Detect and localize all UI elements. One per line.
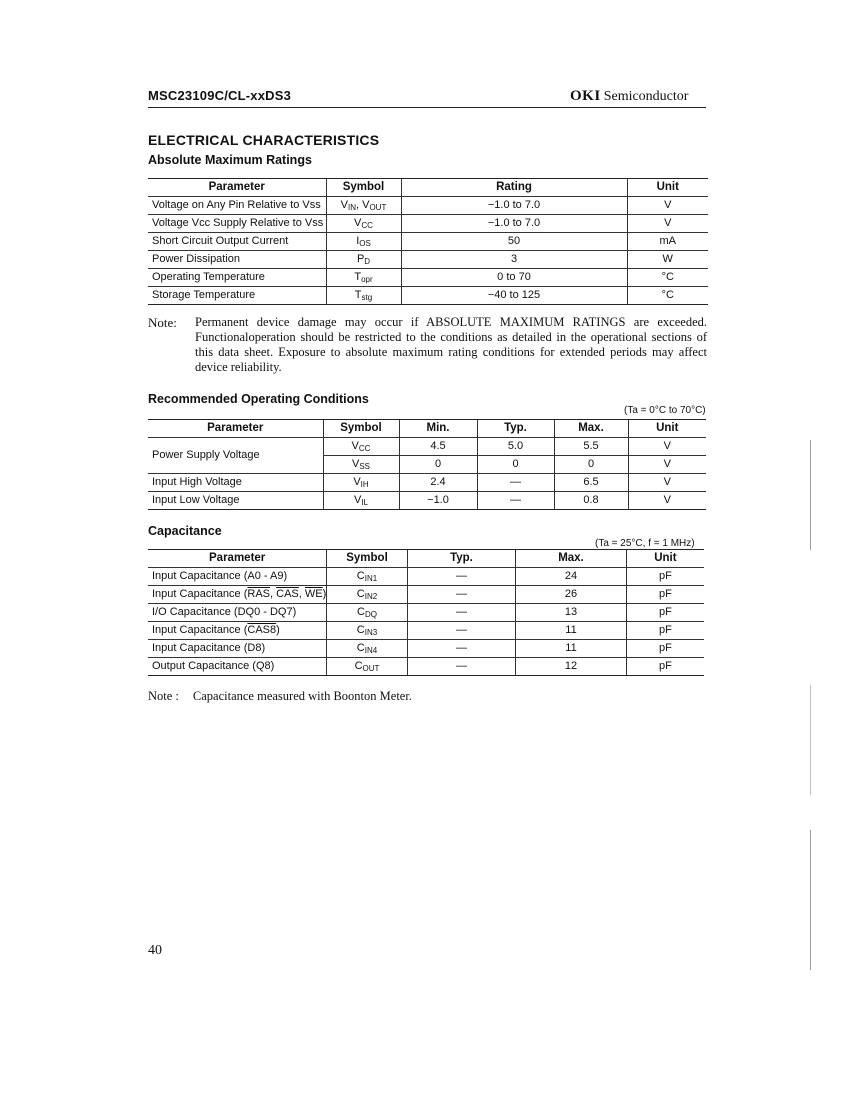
col-max: Max. [554,420,628,438]
table-row [148,197,708,215]
cell-parameter: Output Capacitance (Q8) [148,658,327,676]
cell-max: 11 [516,640,627,658]
cell-symbol: $C_{IN1}$ [327,568,407,586]
cell-unit: pF [626,622,704,640]
cell-symbol: $T_{stg}$ [326,287,401,305]
cell-unit: V [628,474,706,492]
capacitance-note [148,689,412,704]
cell-rating: −1.0 to 7.0 [401,215,627,233]
col-parameter: Parameter [148,179,326,197]
cell-max: 5.5 [554,438,628,456]
table-header-row [148,550,704,568]
page-number: 40 [148,943,162,958]
cell-typ: — [407,622,516,640]
cell-symbol: $C_{OUT}$ [327,658,407,676]
cell-max: 26 [516,586,627,604]
cell-typ: — [407,604,516,622]
oki-logo: OKI [570,88,601,104]
cell-parameter: Input Capacitance (A0 - A9) [148,568,327,586]
cell-unit: V [628,456,706,474]
cell-unit: pF [626,568,704,586]
capacitance-title: Capacitance [148,524,222,538]
cell-parameter: Input Capacitance (CAS8) [148,622,327,640]
scan-artifact-line [810,830,811,970]
cell-min: 4.5 [399,438,477,456]
header-rule [148,107,706,108]
cell-unit: °C [627,269,708,287]
col-unit: Unit [627,179,708,197]
cell-unit: V [628,438,706,456]
table-row [148,233,708,251]
table-header-row [148,179,708,197]
cell-symbol: $V_{IH}$ [323,474,399,492]
cell-typ: — [407,568,516,586]
col-unit: Unit [626,550,704,568]
cell-min: −1.0 [399,492,477,510]
cell-unit: V [627,215,708,233]
brand-header [570,88,688,105]
cell-max: 11 [516,622,627,640]
section-title: ELECTRICAL CHARACTERISTICS [148,132,380,148]
col-symbol: Symbol [327,550,407,568]
table-row [148,492,706,510]
cell-typ: 5.0 [477,438,554,456]
col-min: Min. [399,420,477,438]
absolute-max-table [148,178,708,305]
cell-unit: pF [626,604,704,622]
cell-unit: V [628,492,706,510]
table-row [148,215,708,233]
part-number: MSC23109C/CL-xxDS3 [148,88,292,103]
cell-symbol: $I_{OS}$ [326,233,401,251]
cell-parameter: Short Circuit Output Current [148,233,326,251]
cell-unit: pF [626,640,704,658]
col-parameter: Parameter [148,420,323,438]
cell-max: 6.5 [554,474,628,492]
cell-symbol: $V_{CC}$ [323,438,399,456]
cell-parameter: Input Capacitance ($\overline{RAS}$, $\overline{CAS}$, $\overline{WE}$) [148,586,327,604]
note-label: Note : [148,689,179,703]
note-label: Note: [148,315,177,330]
table-header-row [148,420,706,438]
cell-min: 0 [399,456,477,474]
cell-unit: pF [626,586,704,604]
table-row [148,604,704,622]
scan-artifact-line [810,440,811,550]
capacitance-condition: (Ta = 25°C, f = 1 MHz) [595,538,695,549]
table-row [148,622,704,640]
cell-typ: — [407,586,516,604]
cell-symbol: $V_{CC}$ [326,215,401,233]
table-row [148,658,704,676]
cell-parameter: Storage Temperature [148,287,326,305]
cell-typ: 0 [477,456,554,474]
cell-parameter: Input High Voltage [148,474,323,492]
col-symbol: Symbol [326,179,401,197]
cell-symbol: $C_{IN4}$ [327,640,407,658]
cell-parameter: Input Low Voltage [148,492,323,510]
cell-min: 2.4 [399,474,477,492]
table-row [148,269,708,287]
table-row [148,474,706,492]
cell-typ: — [477,492,554,510]
col-typ: Typ. [407,550,516,568]
cell-symbol: $V_{IN}$, $V_{OUT}$ [326,197,401,215]
cell-unit: V [627,197,708,215]
table-row [148,251,708,269]
cell-rating: 50 [401,233,627,251]
recommended-condition: (Ta = 0°C to 70°C) [624,405,706,416]
cell-symbol: $T_{opr}$ [326,269,401,287]
cell-unit: pF [626,658,704,676]
cell-symbol: $C_{IN3}$ [327,622,407,640]
cell-max: 24 [516,568,627,586]
cell-rating: 0 to 70 [401,269,627,287]
cell-parameter: Power Dissipation [148,251,326,269]
cell-max: 13 [516,604,627,622]
cell-rating: −40 to 125 [401,287,627,305]
note-text: Permanent device damage may occur if ABSOLUTE MAXIMUM RATINGS are exceeded. Functionaloperation should be restricted to the conditions as detailed in the operational sections of this data sheet. Exposure to absolute maximum rating conditions for extended periods may affect device reliability. [195,315,707,374]
cell-symbol: $V_{SS}$ [323,456,399,474]
col-symbol: Symbol [323,420,399,438]
cell-unit: W [627,251,708,269]
cell-parameter: I/O Capacitance (DQ0 - DQ7) [148,604,327,622]
capacitance-table [148,549,704,676]
cell-parameter: Input Capacitance (D8) [148,640,327,658]
col-unit: Unit [628,420,706,438]
cell-max: 12 [516,658,627,676]
col-rating: Rating [401,179,627,197]
cell-rating: −1.0 to 7.0 [401,197,627,215]
col-max: Max. [516,550,627,568]
scan-artifact-line [810,685,811,795]
cell-symbol: $P_D$ [326,251,401,269]
table-row [148,640,704,658]
cell-rating: 3 [401,251,627,269]
cell-parameter: Operating Temperature [148,269,326,287]
recommended-title: Recommended Operating Conditions [148,392,369,406]
table-row [148,586,704,604]
col-typ: Typ. [477,420,554,438]
absolute-max-title: Absolute Maximum Ratings [148,153,312,167]
cell-symbol: $C_{DQ}$ [327,604,407,622]
cell-symbol: $C_{IN2}$ [327,586,407,604]
col-parameter: Parameter [148,550,327,568]
cell-parameter: Power Supply Voltage [148,438,323,474]
cell-max: 0 [554,456,628,474]
table-row [148,287,708,305]
note-text: Capacitance measured with Boonton Meter. [192,689,412,703]
cell-unit: mA [627,233,708,251]
cell-parameter: Voltage on Any Pin Relative to Vss [148,197,326,215]
cell-symbol: $V_{IL}$ [323,492,399,510]
cell-typ: — [477,474,554,492]
cell-parameter: Voltage Vcc Supply Relative to Vss [148,215,326,233]
table-row [148,438,706,456]
cell-unit: °C [627,287,708,305]
cell-max: 0.8 [554,492,628,510]
cell-typ: — [407,640,516,658]
table-row [148,568,704,586]
cell-typ: — [407,658,516,676]
brand-suffix: Semiconductor [603,89,689,104]
recommended-table [148,419,706,510]
